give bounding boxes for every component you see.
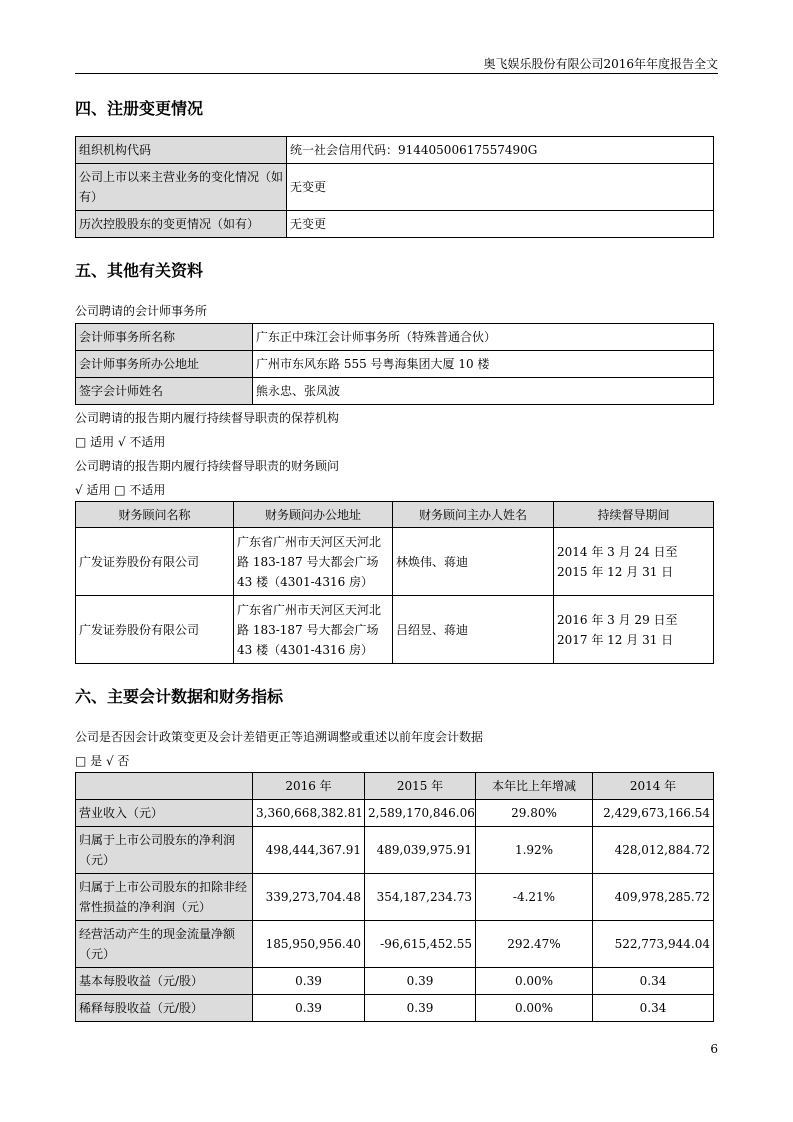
table-row (76, 528, 714, 596)
column-header: 2016 年 (253, 773, 365, 800)
value-2016: 0.39 (253, 995, 365, 1022)
restatement-choice: □ 是 √ 否 (75, 754, 130, 768)
row-label: 签字会计师姓名 (76, 378, 253, 405)
row-label: 公司上市以来主营业务的变化情况（如有） (76, 164, 287, 211)
value-2015: 2,589,170,846.06 (365, 800, 476, 827)
table-row (76, 921, 714, 968)
row-label: 会计师事务所名称 (76, 324, 253, 351)
value-2016: 185,950,956.40 (253, 921, 365, 968)
value-2016: 498,444,367.91 (253, 827, 365, 874)
value-2015: 0.39 (365, 968, 476, 995)
section-4-heading: 四、注册变更情况 (75, 99, 204, 118)
row-value: 广州市东风东路 555 号粤海集团大厦 10 楼 (253, 351, 714, 378)
advisor-period: 2014 年 3 月 24 日至 2015 年 12 月 31 日 (554, 528, 714, 596)
value-2014: 409,978,285.72 (593, 874, 714, 921)
cpa-intro: 公司聘请的会计师事务所 (75, 304, 208, 318)
row-label: 历次控股股东的变更情况（如有） (76, 211, 287, 238)
table-header-row (76, 502, 714, 528)
column-header: 2015 年 (365, 773, 476, 800)
column-header: 财务顾问办公地址 (234, 502, 393, 528)
table-row (76, 351, 714, 378)
row-label: 组织机构代码 (76, 137, 287, 164)
value-2016: 3,360,668,382.81 (253, 800, 365, 827)
table-row (76, 874, 714, 921)
advisor-intro: 公司聘请的报告期内履行持续督导职责的财务顾问 (75, 459, 340, 473)
value-2014: 0.34 (593, 968, 714, 995)
column-header: 2014 年 (593, 773, 714, 800)
value-change: 0.00% (476, 995, 593, 1022)
advisor-name: 广发证券股份有限公司 (76, 528, 234, 596)
row-value: 统一社会信用代码：91440500617557490G (287, 137, 714, 164)
running-header: 奥飞娱乐股份有限公司2016年年度报告全文 (483, 57, 718, 71)
value-change: 0.00% (476, 968, 593, 995)
advisor-address: 广东省广州市天河区天河北路 183-187 号大都会广场 43 楼（4301-4316 房） (234, 596, 393, 664)
table-row (76, 968, 714, 995)
table-row (76, 164, 714, 211)
sponsor-intro: 公司聘请的报告期内履行持续督导职责的保荐机构 (75, 411, 340, 425)
column-header: 本年比上年增减 (476, 773, 593, 800)
value-2015: 489,039,975.91 (365, 827, 476, 874)
page-number: 6 (710, 1042, 718, 1056)
row-value: 无变更 (287, 211, 714, 238)
cpa-table (75, 323, 714, 405)
section-5-heading: 五、其他有关资料 (75, 261, 204, 280)
row-value: 广东正中珠江会计师事务所（特殊普通合伙） (253, 324, 714, 351)
table-row (76, 596, 714, 664)
column-header: 持续督导期间 (554, 502, 714, 528)
column-header: 财务顾问名称 (76, 502, 234, 528)
value-2014: 522,773,944.04 (593, 921, 714, 968)
column-header (76, 773, 253, 800)
table-row (76, 137, 714, 164)
advisor-address: 广东省广州市天河区天河北路 183-187 号大都会广场 43 楼（4301-4316 房） (234, 528, 393, 596)
value-2015: 0.39 (365, 995, 476, 1022)
header-rule (75, 73, 718, 74)
row-label: 稀释每股收益（元/股） (76, 995, 253, 1022)
row-label: 营业收入（元） (76, 800, 253, 827)
row-label: 基本每股收益（元/股） (76, 968, 253, 995)
row-value: 熊永忠、张凤波 (253, 378, 714, 405)
value-2015: -96,615,452.55 (365, 921, 476, 968)
advisor-name: 广发证券股份有限公司 (76, 596, 234, 664)
section-6-heading: 六、主要会计数据和财务指标 (75, 687, 284, 706)
table-row (76, 324, 714, 351)
value-2014: 0.34 (593, 995, 714, 1022)
table-row (76, 211, 714, 238)
value-change: -4.21% (476, 874, 593, 921)
financial-table (75, 772, 714, 1022)
value-2015: 354,187,234.73 (365, 874, 476, 921)
value-2016: 0.39 (253, 968, 365, 995)
column-header: 财务顾问主办人姓名 (393, 502, 554, 528)
table-row (76, 827, 714, 874)
value-change: 29.80% (476, 800, 593, 827)
table-row (76, 378, 714, 405)
registration-table (75, 136, 714, 238)
value-2016: 339,273,704.48 (253, 874, 365, 921)
table-header-row (76, 773, 714, 800)
row-value: 无变更 (287, 164, 714, 211)
row-label: 归属于上市公司股东的扣除非经常性损益的净利润（元） (76, 874, 253, 921)
advisor-table (75, 501, 714, 664)
row-label: 会计师事务所办公地址 (76, 351, 253, 378)
restatement-question: 公司是否因会计政策变更及会计差错更正等追溯调整或重述以前年度会计数据 (75, 730, 484, 744)
value-change: 1.92% (476, 827, 593, 874)
advisor-persons: 林焕伟、蒋迪 (393, 528, 554, 596)
row-label: 归属于上市公司股东的净利润（元） (76, 827, 253, 874)
table-row (76, 995, 714, 1022)
value-change: 292.47% (476, 921, 593, 968)
advisor-persons: 吕绍昱、蒋迪 (393, 596, 554, 664)
row-label: 经营活动产生的现金流量净额（元） (76, 921, 253, 968)
advisor-choice: √ 适用 □ 不适用 (75, 483, 166, 497)
value-2014: 428,012,884.72 (593, 827, 714, 874)
table-row (76, 800, 714, 827)
advisor-period: 2016 年 3 月 29 日至 2017 年 12 月 31 日 (554, 596, 714, 664)
value-2014: 2,429,673,166.54 (593, 800, 714, 827)
sponsor-choice: □ 适用 √ 不适用 (75, 435, 166, 449)
